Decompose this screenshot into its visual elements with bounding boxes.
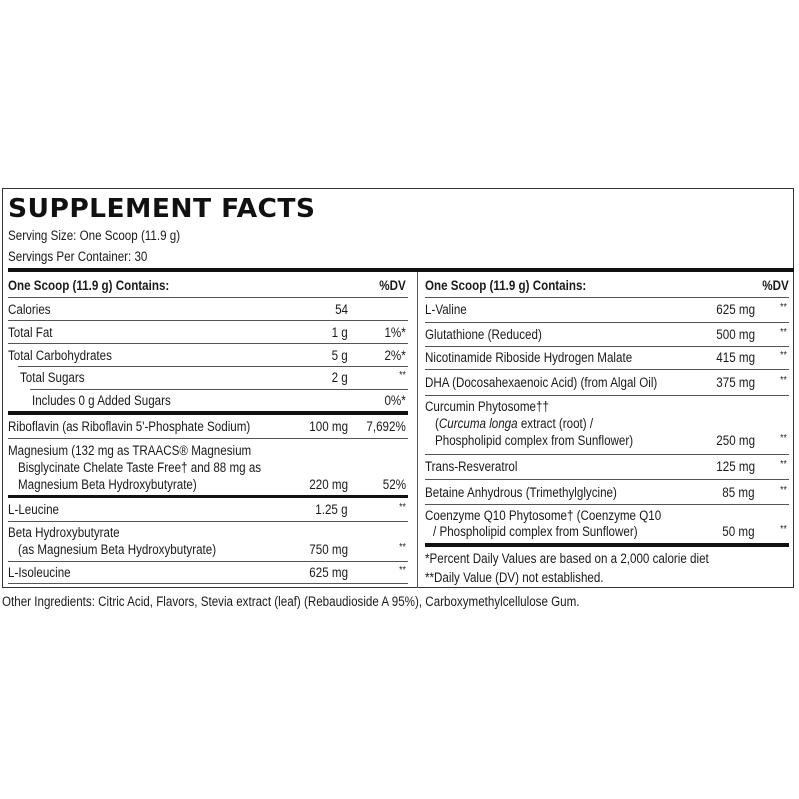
rule	[8, 438, 408, 439]
rule	[425, 395, 789, 396]
rule	[425, 543, 789, 547]
ingredient-name: Betaine Anhydrous (Trimethylglycine)	[425, 485, 617, 500]
ingredient-name-line: / Phospholipid complex from Sunflower)	[433, 524, 638, 539]
nutrient-amount: 1.25 g	[315, 502, 348, 517]
nutrient-name: Total Fat	[8, 325, 53, 340]
ingredient-row	[425, 507, 789, 543]
nutrient-amount: 220 mg	[309, 477, 348, 492]
rule	[8, 583, 408, 584]
ingredient-amount: 250 mg	[716, 433, 755, 448]
ingredient-amount: 415 mg	[716, 350, 755, 365]
nutrient-amount: 5 g	[331, 348, 348, 363]
ingredient-row	[425, 398, 789, 450]
ingredient-amount: 125 mg	[716, 459, 755, 474]
ingredient-name-line: Curcumin Phytosome††	[425, 399, 549, 414]
nutrient-name: Riboflavin (as Riboflavin 5'-Phosphate Sodium)	[8, 419, 251, 434]
nutrient-dv: **	[399, 502, 406, 513]
ingredient-dv: **	[780, 375, 787, 386]
rule	[425, 479, 789, 480]
ingredient-dv: **	[780, 302, 787, 313]
rule	[8, 297, 408, 298]
nutrient-dv: 1%*	[384, 325, 406, 340]
nutrient-amount: 2 g	[331, 370, 348, 385]
rule	[425, 297, 789, 298]
ingredient-amount: 375 mg	[716, 375, 755, 390]
nutrient-amount: 100 mg	[309, 419, 348, 434]
nutrient-name: Total Carbohydrates	[8, 348, 112, 363]
nutrient-row	[8, 442, 408, 494]
nutrient-name-line: Bisglycinate Chelate Taste Free† and 88 mg as	[18, 460, 262, 475]
nutrient-amount: 1 g	[331, 325, 348, 340]
nutrient-name: Calories	[8, 302, 51, 317]
nutrient-dv: 2%*	[384, 348, 406, 363]
ingredient-dv: **	[780, 524, 787, 535]
serving-size: Serving Size: One Scoop (11.9 g)	[8, 228, 181, 243]
right-header-label: One Scoop (11.9 g) Contains:	[425, 278, 587, 293]
ingredient-name-line: (Curcuma longa extract (root) /	[435, 416, 594, 431]
nutrient-name: Total Sugars	[20, 370, 85, 385]
ingredient-dv: **	[780, 350, 787, 361]
rule	[425, 369, 789, 370]
nutrient-amount: 750 mg	[309, 542, 348, 557]
rule	[8, 561, 408, 562]
footnote-dv-not-established	[425, 569, 633, 586]
nutrient-row	[8, 524, 408, 560]
nutrient-name: Includes 0 g Added Sugars	[32, 393, 171, 408]
rule	[8, 320, 408, 321]
ingredient-dv: **	[780, 459, 787, 470]
rule	[18, 366, 408, 367]
servings-per-container: Servings Per Container: 30	[8, 249, 148, 264]
ingredient-amount: 85 mg	[722, 485, 755, 500]
rule	[8, 521, 408, 522]
ingredient-amount: 500 mg	[716, 327, 755, 342]
column-divider	[417, 272, 418, 588]
nutrient-dv: **	[399, 565, 406, 576]
ingredient-name-line: Coenzyme Q10 Phytosome† (Coenzyme Q10	[425, 508, 662, 523]
rule	[8, 495, 408, 498]
rule	[30, 389, 408, 390]
nutrient-name: L-Leucine	[8, 502, 59, 517]
rule	[425, 504, 789, 505]
botanical-name: Curcuma longa	[438, 416, 518, 431]
nutrient-dv: 52%	[382, 477, 406, 492]
ingredient-name: Nicotinamide Riboside Hydrogen Malate	[425, 350, 633, 365]
nutrient-dv: **	[399, 542, 406, 553]
ingredient-dv: **	[780, 327, 787, 338]
ingredient-name-line: Phospholipid complex from Sunflower)	[435, 433, 634, 448]
ingredient-amount: 50 mg	[722, 524, 755, 539]
ingredient-dv: **	[780, 433, 787, 444]
nutrient-dv: **	[399, 370, 406, 381]
rule	[8, 411, 408, 415]
nutrient-dv: 7,692%	[366, 419, 406, 434]
rule	[425, 322, 789, 323]
rule	[425, 346, 789, 347]
left-header-dv: %DV	[379, 278, 406, 293]
ingredient-amount: 625 mg	[716, 302, 755, 317]
nutrient-name-line: (as Magnesium Beta Hydroxybutyrate)	[18, 542, 217, 557]
nutrient-name: L-Isoleucine	[8, 565, 71, 580]
right-header-dv: %DV	[762, 278, 789, 293]
ingredient-dv: **	[780, 485, 787, 496]
footnote-text: **Daily Value (DV) not established.	[425, 570, 604, 585]
nutrient-amount: 54	[335, 302, 348, 317]
left-header-label: One Scoop (11.9 g) Contains:	[8, 278, 170, 293]
ingredient-name: L-Valine	[425, 302, 467, 317]
footnote-dv-basis	[425, 550, 755, 567]
nutrient-name-line: Beta Hydroxybutyrate	[8, 525, 120, 540]
nutrient-name-line: Magnesium Beta Hydroxybutyrate)	[18, 477, 197, 492]
other-ingredients: Other Ingredients: Citric Acid, Flavors, Stevia extract (leaf) (Rebaudioside A 95%), Carboxymethylcellulose Gum.	[2, 594, 580, 609]
nutrient-name-line: Magnesium (132 mg as TRAACS® Magnesium	[8, 443, 252, 458]
ingredient-name: DHA (Docosahexaenoic Acid) (from Algal Oil)	[425, 375, 658, 390]
ingredient-name: Trans-Resveratrol	[425, 459, 518, 474]
rule	[425, 454, 789, 455]
header-rule	[8, 268, 794, 272]
nutrient-dv: 0%*	[384, 393, 406, 408]
rule	[8, 343, 408, 344]
nutrient-amount: 625 mg	[309, 565, 348, 580]
panel-title: SUPPLEMENT FACTS	[8, 194, 316, 224]
footnote-text: *Percent Daily Values are based on a 2,000 calorie diet	[425, 551, 709, 566]
ingredient-name: Glutathione (Reduced)	[425, 327, 542, 342]
